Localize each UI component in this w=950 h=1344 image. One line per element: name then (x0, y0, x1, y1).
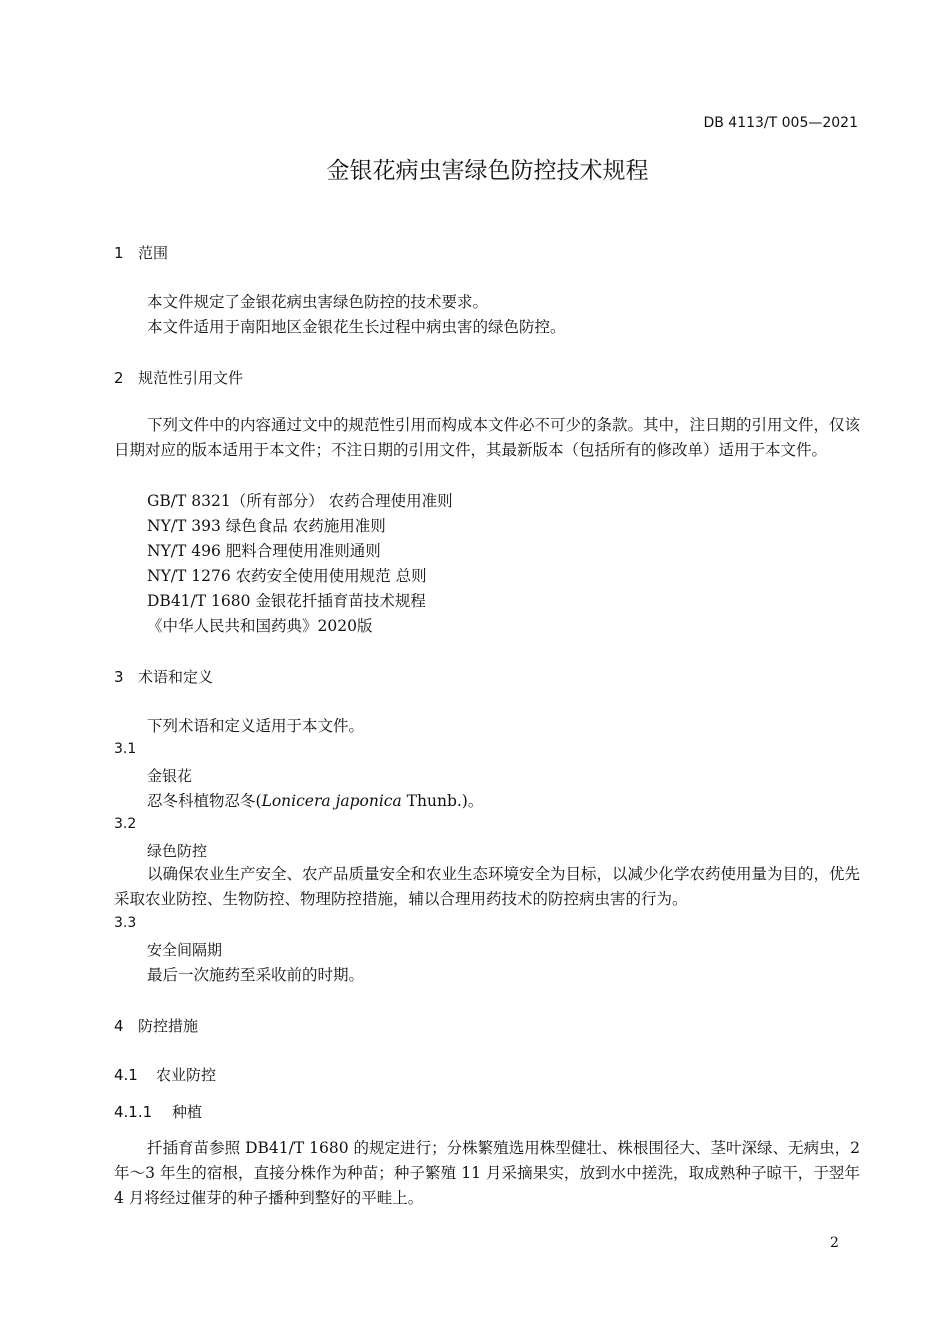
planting-paragraph: 扦插育苗参照 DB41/T 1680 的规定进行；分株繁殖选用株型健壮、株根围径大、茎叶深绿、无病虫，2 年～3 年生的宿根，直接分株作为种苗；种子繁殖 11 月采摘果实，放到水中搓洗，取成熟种子晾干，于翌年 4 月将经过催芽的种子播种到整好的平畦上。 (114, 1139, 860, 1207)
scope-para-1: 本文件规定了金银花病虫害绿色防控的技术要求。 (147, 293, 489, 311)
section-title: 规范性引用文件 (138, 369, 244, 387)
scope-para-2: 本文件适用于南阳地区金银花生长过程中病虫害的绿色防控。 (147, 318, 566, 336)
subsection-number: 4.1 (114, 1066, 138, 1084)
section-number: 2 (114, 369, 124, 387)
term-definition (147, 789, 483, 811)
section-3-heading (114, 666, 213, 687)
section-number: 1 (114, 244, 124, 262)
definition-text: Thunb.)。 (401, 792, 484, 810)
scientific-name: Lonicera japonica (261, 792, 402, 810)
term-definition: 以确保农业生产安全、农产品质量安全和农业生态环境安全为目标，以减少化学农药使用量为目的，优先采取农业防控、生物防控、物理防控措施，辅以合理用药技术的防控病虫害的行为。 (114, 865, 861, 908)
term-name: 安全间隔期 (147, 941, 223, 959)
section-title: 防控措施 (138, 1017, 199, 1035)
section-2-heading (114, 367, 243, 388)
term-name: 金银花 (147, 767, 193, 785)
reference-item: NY/T 1276 农药安全使用使用规范 总则 (147, 567, 427, 585)
subsection-number: 4.1.1 (114, 1103, 153, 1121)
section-title: 范围 (138, 244, 169, 262)
term-number: 3.2 (114, 816, 137, 832)
document-title: 金银花病虫害绿色防控技术规程 (326, 158, 649, 184)
subsection-title: 农业防控 (156, 1066, 217, 1084)
terms-intro: 下列术语和定义适用于本文件。 (147, 717, 365, 735)
references-intro: 下列文件中的内容通过文中的规范性引用而构成本文件必不可少的条款。其中，注日期的引用文件，仅该日期对应的版本适用于本文件；不注日期的引用文件，其最新版本（包括所有的修改单）适用于本文件。 (114, 416, 861, 459)
reference-item: 《中华人民共和国药典》2020版 (147, 617, 373, 635)
section-4-heading (114, 1015, 198, 1036)
section-number: 3 (114, 668, 124, 686)
doc-code: DB 4113/T 005—2021 (703, 115, 858, 131)
term-name: 绿色防控 (147, 842, 208, 860)
definition-text: 忍冬科植物忍冬( (147, 792, 262, 810)
section-number: 4 (114, 1017, 124, 1035)
reference-item: DB41/T 1680 金银花扦插育苗技术规程 (147, 592, 426, 610)
term-number: 3.1 (114, 741, 137, 757)
page-number: 2 (830, 1235, 839, 1251)
reference-item: GB/T 8321（所有部分） 农药合理使用准则 (147, 492, 453, 510)
reference-item: NY/T 496 肥料合理使用准则通则 (147, 542, 381, 560)
subsection-4-1-heading (114, 1064, 216, 1085)
term-definition: 最后一次施药至采收前的时期。 (147, 966, 365, 984)
subsection-title: 种植 (172, 1103, 203, 1121)
section-title: 术语和定义 (138, 668, 214, 686)
term-number: 3.3 (114, 915, 137, 931)
reference-item: NY/T 393 绿色食品 农药施用准则 (147, 517, 386, 535)
subsection-4-1-1-heading (114, 1101, 202, 1122)
section-1-heading (114, 242, 168, 263)
